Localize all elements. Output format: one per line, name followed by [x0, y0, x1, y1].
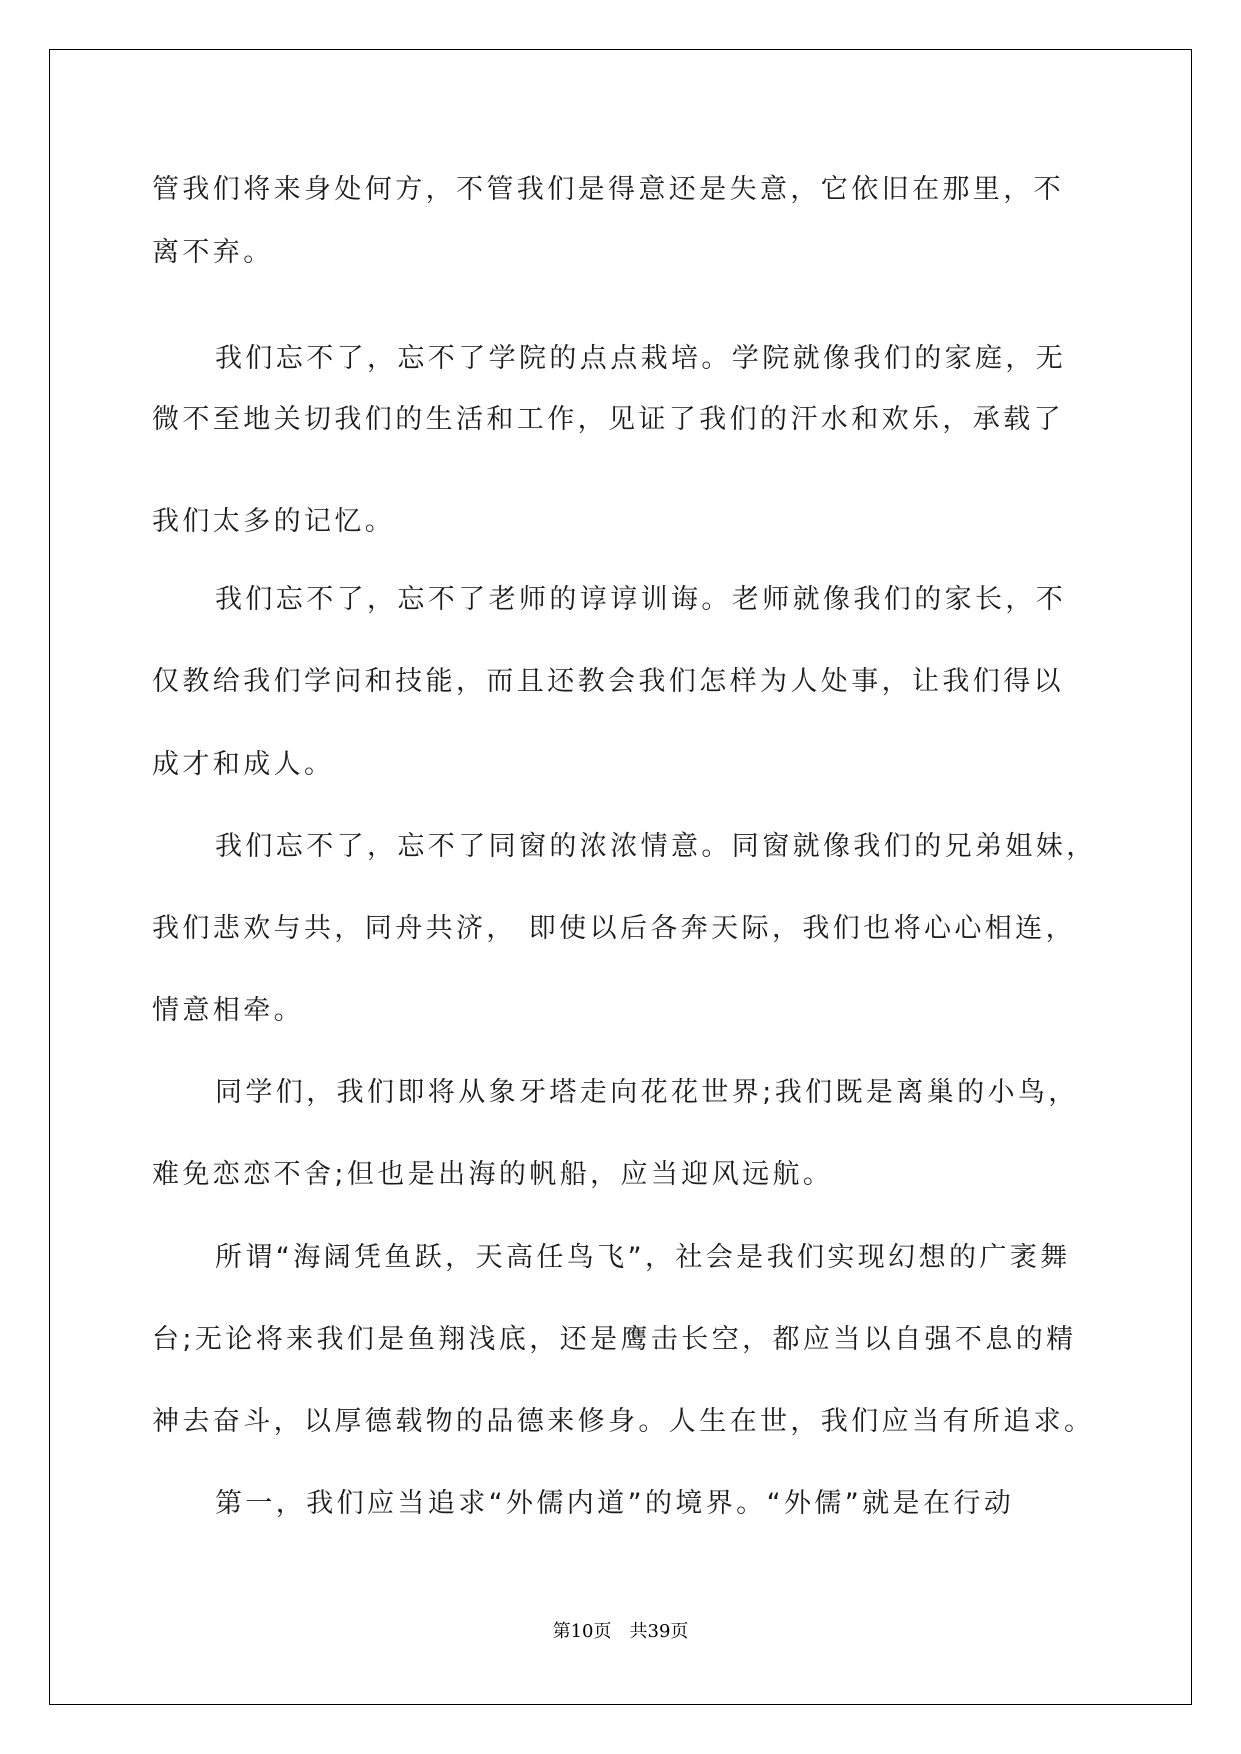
- page-number-footer: 第10页 共39页: [552, 1621, 689, 1642]
- text-line: 离不弃。: [152, 237, 274, 268]
- text-line: 所谓“海阔凭鱼跃，天高任鸟飞”，社会是我们实现幻想的广袤舞: [215, 1242, 1071, 1273]
- text-line: 我们太多的记忆。: [152, 506, 396, 537]
- page-border: [49, 49, 1192, 1705]
- text-line: 台;无论将来我们是鱼翔浅底，还是鹰击长空，都应当以自强不息的精: [152, 1324, 1077, 1355]
- text-line: 情意相牵。: [152, 995, 304, 1026]
- text-line: 我们忘不了，忘不了同窗的浓浓情意。同窗就像我们的兄弟姐妹，: [215, 831, 1097, 862]
- text-line: 成才和成人。: [152, 749, 335, 780]
- text-line: 神去奋斗，以厚德载物的品德来修身。人生在世，我们应当有所追求。: [152, 1406, 1095, 1437]
- text-line: 我们悲欢与共，同舟共济， 即使以后各奔天际，我们也将心心相连，: [152, 913, 1076, 944]
- text-line: 我们忘不了，忘不了学院的点点栽培。学院就像我们的家庭，无: [215, 343, 1067, 374]
- text-line: 第一，我们应当追求“外儒内道”的境界。“外儒”就是在行动: [215, 1488, 1015, 1519]
- text-line: 仅教给我们学问和技能，而且还教会我们怎样为人处事，让我们得以: [152, 666, 1064, 697]
- text-line: 同学们，我们即将从象牙塔走向花花世界;我们既是离巢的小鸟，: [215, 1077, 1079, 1108]
- text-line: 难免恋恋不舍;但也是出海的帆船，应当迎风远航。: [152, 1159, 834, 1190]
- text-line: 微不至地关切我们的生活和工作，见证了我们的汗水和欢乐，承载了: [152, 404, 1064, 435]
- text-line: 我们忘不了，忘不了老师的谆谆训诲。老师就像我们的家长，不: [215, 584, 1067, 615]
- text-line: 管我们将来身处何方，不管我们是得意还是失意，它依旧在那里，不: [152, 174, 1064, 205]
